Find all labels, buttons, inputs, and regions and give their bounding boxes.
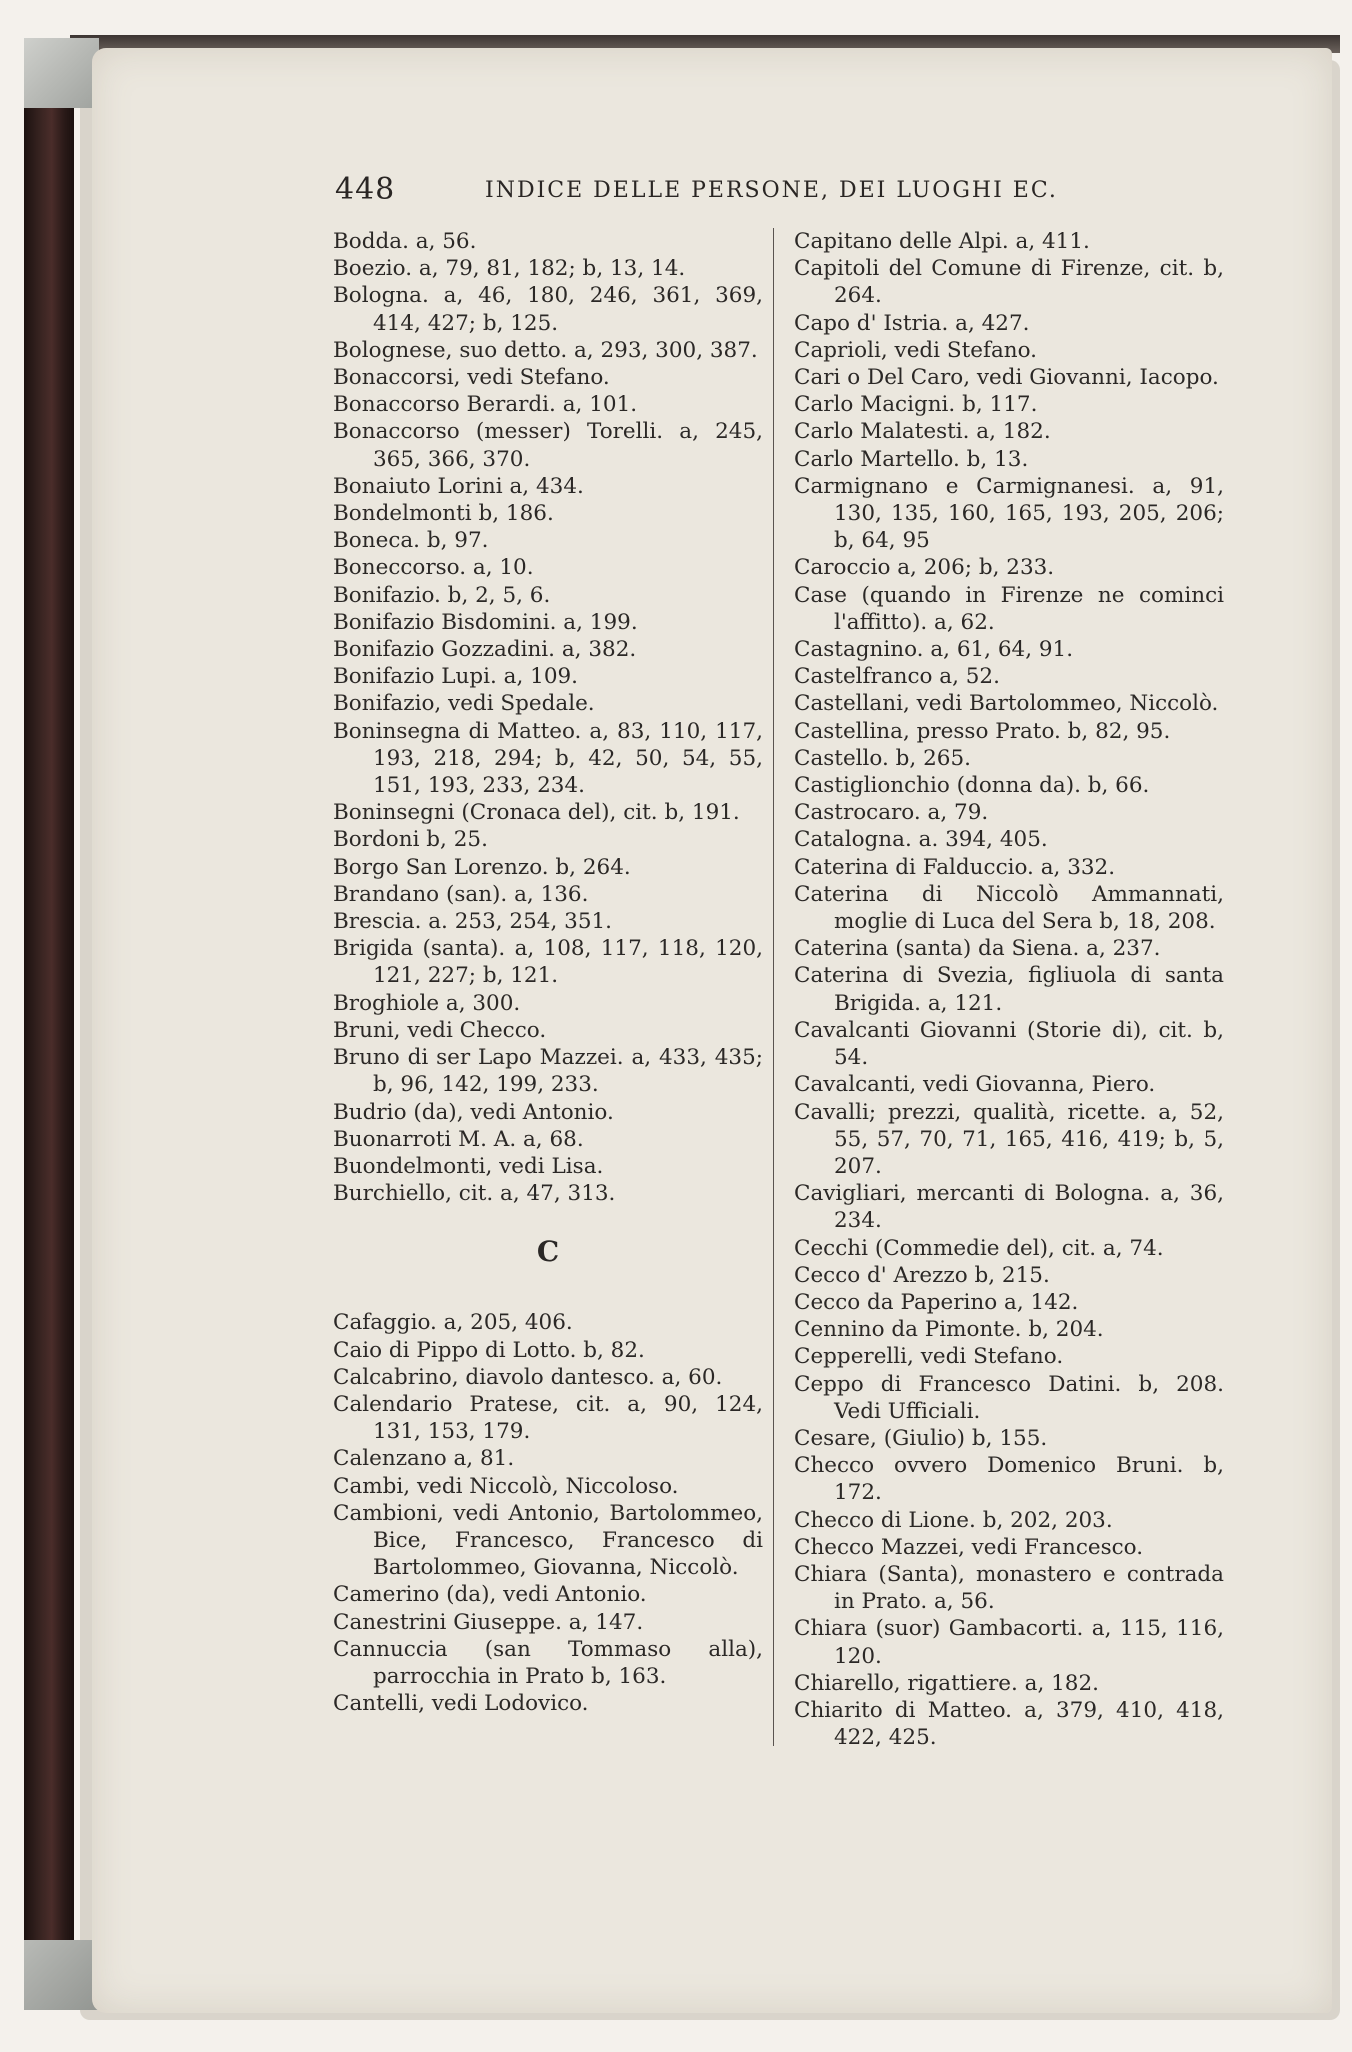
index-entry: Castello. b, 265.	[794, 745, 971, 771]
index-entry: Bonaccorso (messer) Torelli. a, 245, 365, 366, 370.	[333, 419, 763, 472]
index-entry: Bondelmonti b, 186.	[333, 501, 554, 527]
index-entry: Carmignano e Carmignanesi. a, 91, 130, 135, 160, 165, 193, 205, 206; b, 64, 95	[794, 473, 1224, 554]
index-entry: Cambioni, vedi Antonio, Bartolommeo, Bice, Francesco, Francesco di Bartolommeo, Giovanna, Niccolò.	[333, 1500, 763, 1581]
index-entry: Carlo Martello. b, 13.	[794, 446, 1029, 472]
index-entry: Castellani, vedi Bartolommeo, Niccolò.	[794, 691, 1219, 717]
index-entry: Boneccorso. a, 10.	[333, 555, 534, 581]
index-entry: Caterina di Niccolò Ammannati, moglie di Luca del Sera b, 18, 208.	[794, 881, 1224, 935]
index-entry: Bologna. a, 46, 180, 246, 361, 369, 414, 427; b, 125.	[333, 283, 763, 336]
index-entry: Caterina di Falduccio. a, 332.	[794, 854, 1116, 880]
index-entry: Carlo Macigni. b, 117.	[794, 392, 1038, 418]
index-entry: Cannuccia (san Tommaso alla), parrocchia in Prato b, 163.	[333, 1636, 763, 1689]
index-entry: Chiarello, rigattiere. a, 182.	[794, 1670, 1099, 1696]
index-entry: Cantelli, vedi Lodovico.	[333, 1691, 589, 1717]
index-entry: Bonaiuto Lorini a, 434.	[333, 473, 584, 499]
index-entry: Cepperelli, vedi Stefano.	[794, 1344, 1064, 1370]
left-entries-b	[333, 228, 763, 1207]
index-entry: Boninsegna di Matteo. a, 83, 110, 117, 193, 218, 294; b, 42, 50, 54, 55, 151, 193, 233, 234.	[333, 718, 763, 799]
index-entry: Cesare, (Giulio) b, 155.	[794, 1425, 1048, 1451]
index-entry: Bonifazio. b, 2, 5, 6.	[333, 582, 551, 608]
index-column-right	[794, 228, 1224, 1751]
index-entry: Castiglionchio (donna da). b, 66.	[794, 773, 1150, 799]
index-entry: Brigida (santa). a, 108, 117, 118, 120, 121, 227; b, 121.	[333, 936, 763, 989]
index-entry: Capitano delle Alpi. a, 411.	[794, 229, 1090, 254]
page-number: 448	[335, 172, 396, 207]
index-entry: Catalogna. a. 394, 405.	[794, 827, 1048, 853]
index-entry: Checco di Lione. b, 202, 203.	[794, 1507, 1113, 1533]
right-entries	[794, 228, 1224, 1751]
index-entry: Castrocaro. a, 79.	[794, 800, 989, 826]
index-entry: Cafaggio. a, 205, 406.	[333, 1310, 573, 1336]
index-entry: Capitoli del Comune di Firenze, cit. b, 264.	[794, 256, 1224, 309]
index-entry: Calenzano a, 81.	[333, 1446, 515, 1472]
index-entry: Cambi, vedi Niccolò, Niccoloso.	[333, 1473, 679, 1499]
index-entry: Cavigliari, mercanti di Bologna. a, 36, 234.	[794, 1181, 1224, 1234]
index-entry: Cari o Del Caro, vedi Giovanni, Iacopo.	[794, 365, 1219, 391]
index-entry: Canestrini Giuseppe. a, 147.	[333, 1609, 644, 1635]
index-entry: Chiara (Santa), monastero e contrada in Prato. a, 56.	[794, 1561, 1224, 1615]
book-binding	[24, 95, 74, 2000]
running-head	[335, 172, 1135, 220]
index-entry: Bolognese, suo detto. a, 293, 300, 387.	[333, 337, 758, 363]
index-entry: Bruno di ser Lapo Mazzei. a, 433, 435; b, 96, 142, 199, 233.	[333, 1045, 763, 1098]
index-entry: Caterina di Svezia, figliuola di santa Brigida. a, 121.	[794, 963, 1224, 1016]
index-entry: Castellina, presso Prato. b, 82, 95.	[794, 718, 1171, 744]
column-divider	[773, 228, 774, 1746]
index-entry: Caterina (santa) da Siena. a, 237.	[794, 936, 1161, 962]
section-letter: C	[536, 1235, 560, 1269]
index-entry: Caio di Pippo di Lotto. b, 82.	[333, 1337, 645, 1363]
index-entry: Bonifazio, vedi Spedale.	[333, 691, 595, 717]
index-entry: Castelfranco a, 52.	[794, 664, 1000, 690]
index-entry: Broghiole a, 300.	[333, 990, 521, 1016]
index-entry: Cavalli; prezzi, qualità, ricette. a, 52, 55, 57, 70, 71, 165, 416, 419; b, 5, 207.	[794, 1099, 1224, 1179]
index-entry: Cecco d' Arezzo b, 215.	[794, 1262, 1050, 1288]
index-entry: Bonifazio Lupi. a, 109.	[333, 664, 579, 690]
left-entries-c	[333, 1309, 763, 1717]
index-entry: Checco Mazzei, vedi Francesco.	[794, 1534, 1144, 1560]
index-entry: Boezio. a, 79, 81, 182; b, 13, 14.	[333, 256, 686, 282]
index-entry: Carlo Malatesti. a, 182.	[794, 419, 1051, 445]
index-entry: Caprioli, vedi Stefano.	[794, 337, 1038, 363]
index-entry: Cavalcanti Giovanni (Storie di), cit. b, 54.	[794, 1017, 1224, 1071]
index-entry: Bonifazio Gozzadini. a, 382.	[333, 637, 637, 663]
index-entry: Brescia. a. 253, 254, 351.	[333, 909, 613, 935]
index-entry: Cecchi (Commedie del), cit. a, 74.	[794, 1235, 1164, 1261]
index-entry: Buonarroti M. A. a, 68.	[333, 1126, 584, 1152]
index-entry: Borgo San Lorenzo. b, 264.	[333, 854, 631, 880]
index-entry: Checco ovvero Domenico Bruni. b, 172.	[794, 1453, 1224, 1506]
index-entry: Burchiello, cit. a, 47, 313.	[333, 1181, 616, 1207]
index-entry: Boneca. b, 97.	[333, 528, 489, 554]
index-entry: Bodda. a, 56.	[333, 229, 477, 254]
index-entry: Caroccio a, 206; b, 233.	[794, 555, 1055, 581]
index-entry: Boninsegni (Cronaca del), cit. b, 191.	[333, 800, 740, 826]
index-entry: Bonaccorso Berardi. a, 101.	[333, 392, 638, 418]
index-entry: Bonaccorsi, vedi Stefano.	[333, 365, 610, 391]
index-column-left	[333, 228, 763, 1717]
index-entry: Camerino (da), vedi Antonio.	[333, 1582, 647, 1608]
index-entry: Bonifazio Bisdomini. a, 199.	[333, 609, 638, 635]
index-entry: Cennino da Pimonte. b, 204.	[794, 1317, 1104, 1343]
index-entry: Buondelmonti, vedi Lisa.	[333, 1153, 604, 1179]
index-entry: Brandano (san). a, 136.	[333, 881, 589, 907]
index-entry: Ceppo di Francesco Datini. b, 208. Vedi Ufficiali.	[794, 1371, 1224, 1424]
index-entry: Chiarito di Matteo. a, 379, 410, 418, 422, 425.	[794, 1697, 1224, 1751]
index-entry: Calendario Pratese, cit. a, 90, 124, 131, 153, 179.	[333, 1391, 763, 1445]
index-entry: Chiara (suor) Gambacorti. a, 115, 116, 120.	[794, 1616, 1224, 1669]
index-entry: Cavalcanti, vedi Giovanna, Piero.	[794, 1072, 1156, 1098]
index-entry: Case (quando in Firenze ne cominci l'affitto). a, 62.	[794, 582, 1224, 635]
index-entry: Calcabrino, diavolo dantesco. a, 60.	[333, 1364, 723, 1390]
index-entry: Bruni, vedi Checco.	[333, 1017, 547, 1043]
index-entry: Cecco da Paperino a, 142.	[794, 1289, 1079, 1315]
index-entry: Budrio (da), vedi Antonio.	[333, 1099, 614, 1125]
index-entry: Capo d' Istria. a, 427.	[794, 310, 1030, 336]
cover-corner-top	[24, 38, 99, 108]
index-entry: Castagnino. a, 61, 64, 91.	[794, 637, 1074, 663]
index-entry: Bordoni b, 25.	[333, 827, 488, 853]
running-head-title: INDICE DELLE PERSONE, DEI LUOGHI EC.	[485, 178, 1058, 203]
